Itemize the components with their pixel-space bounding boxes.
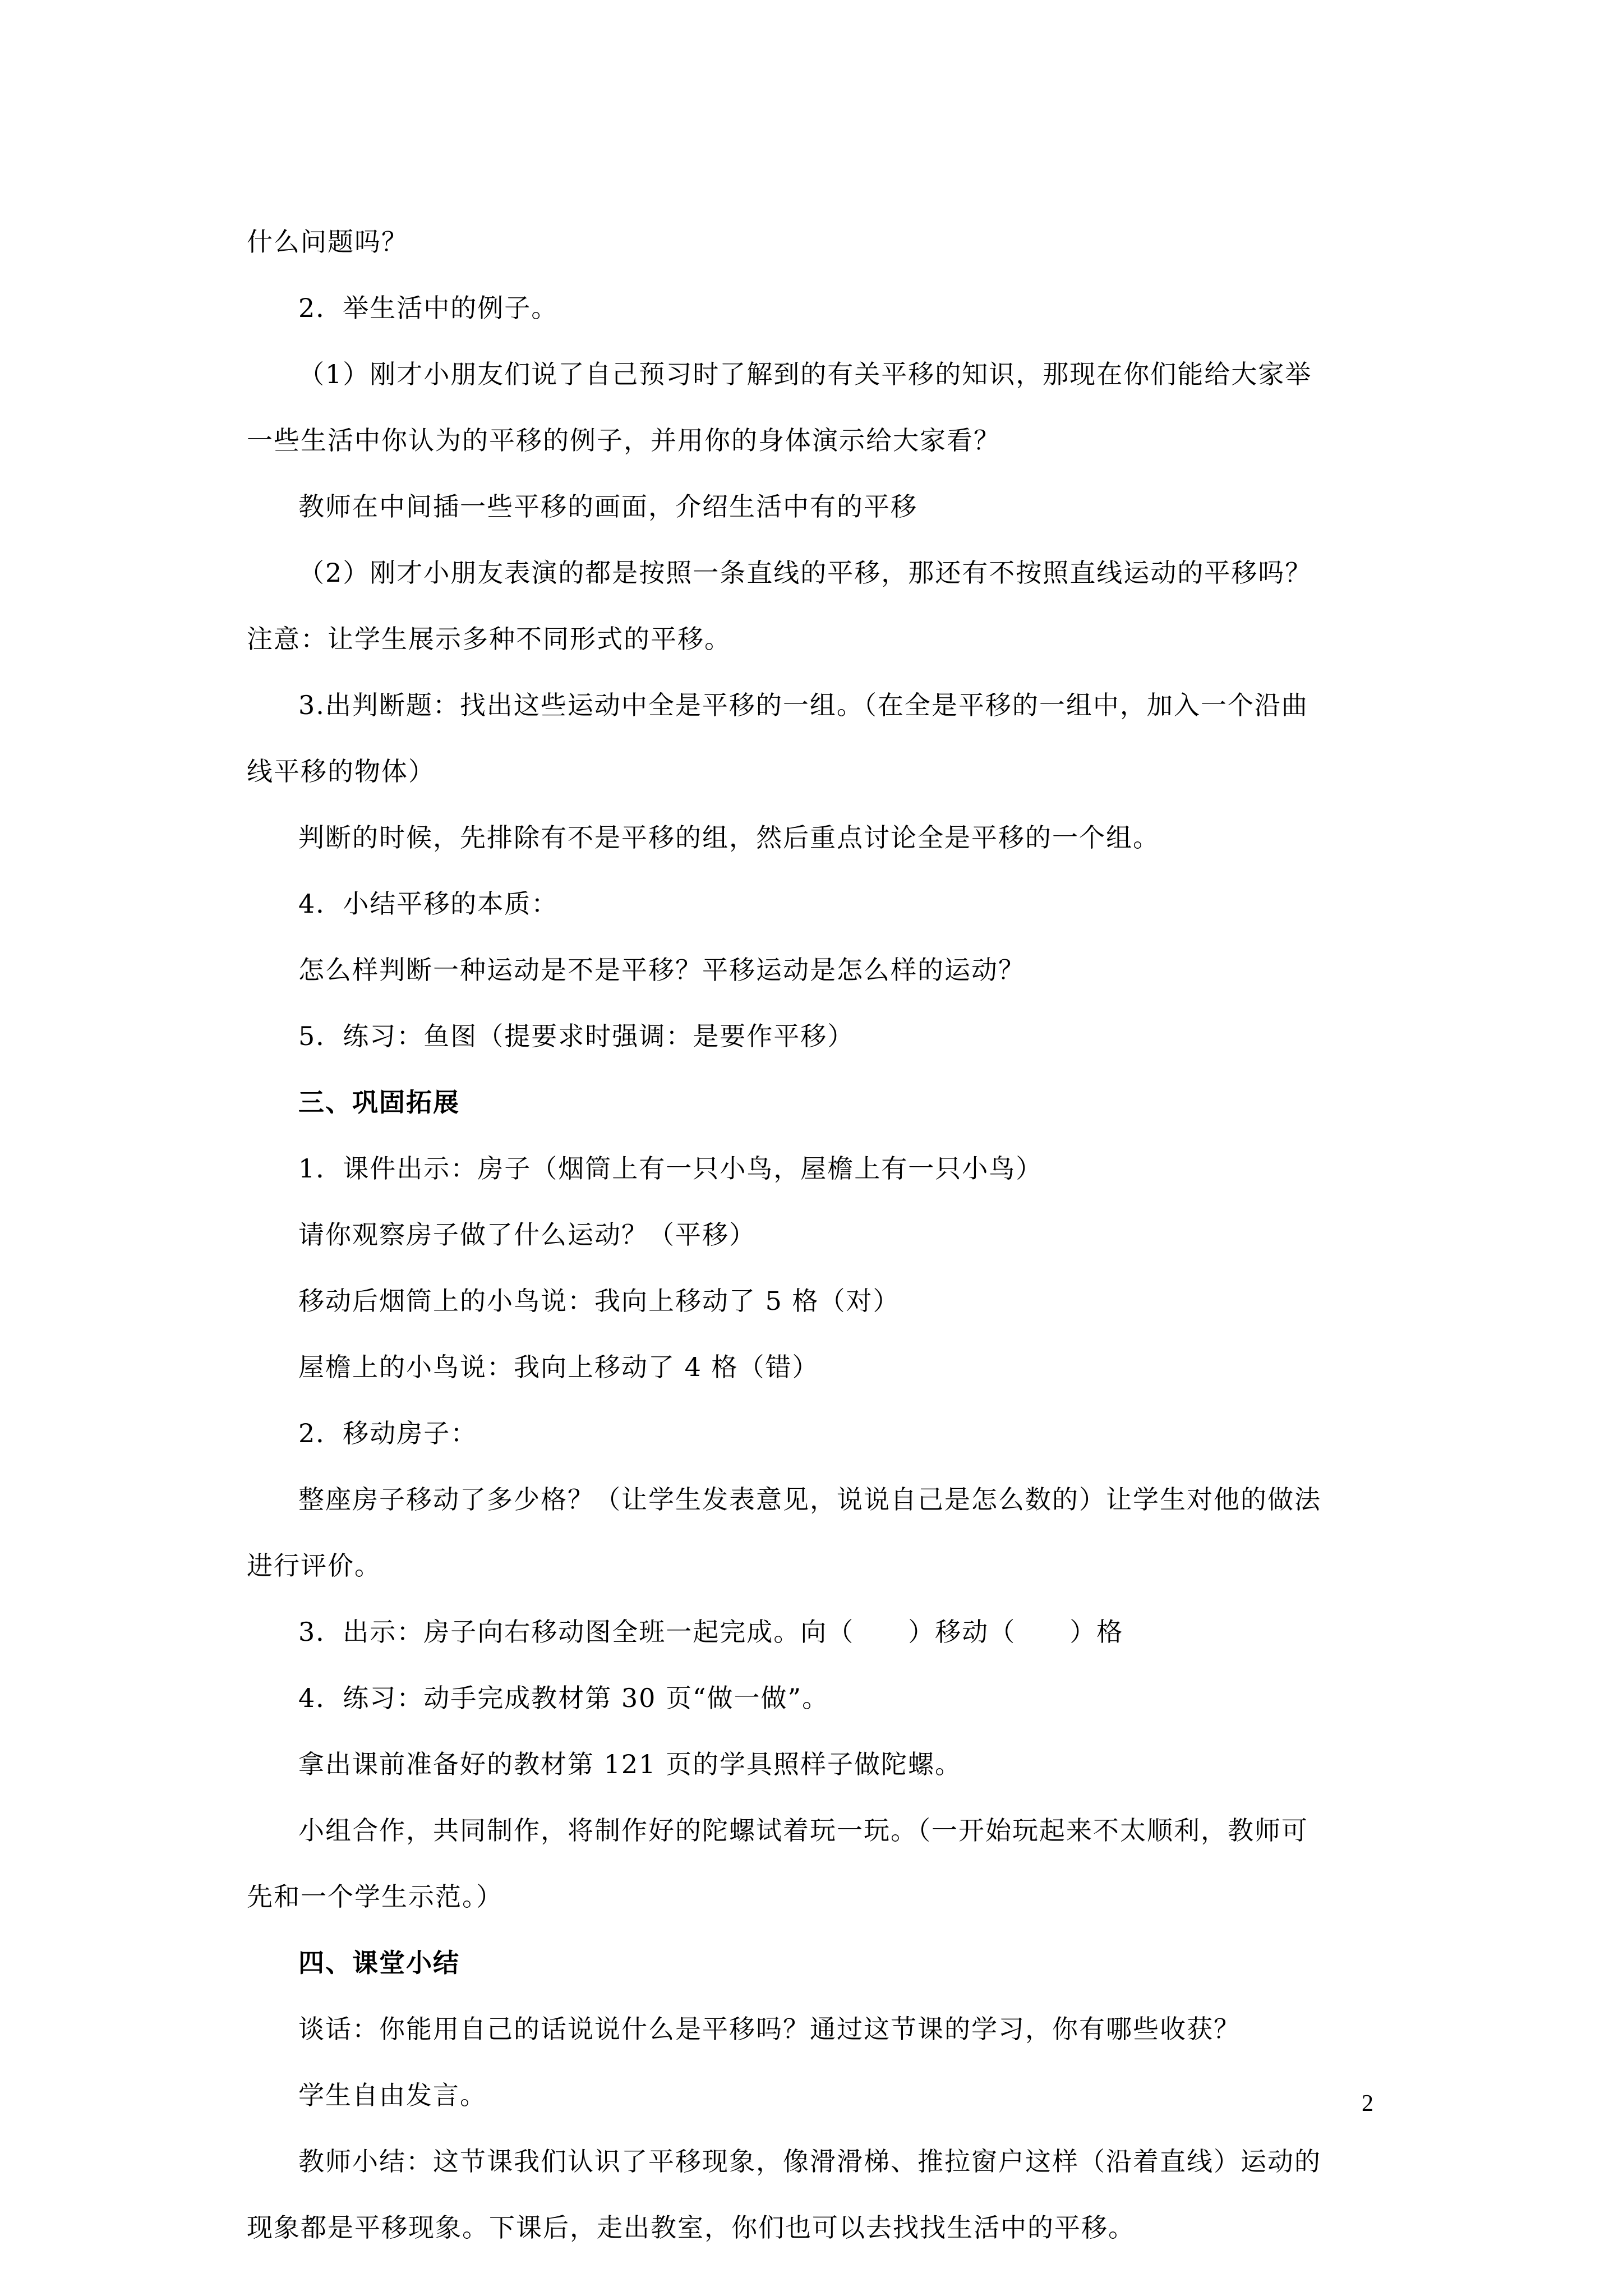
text-line: 请你观察房子做了什么运动？（平移）	[298, 1220, 756, 1250]
text-line: 现象都是平移现象。下课后，走出教室，你们也可以去找找生活中的平移。	[247, 2212, 1135, 2243]
page-number: 2	[1362, 2091, 1373, 2116]
text-line: 判断的时候，先排除有不是平移的组，然后重点讨论全是平移的一个组。	[298, 822, 1160, 853]
text-line: 4．小结平移的本质：	[298, 889, 559, 919]
text-line: 3．出示：房子向右移动图全班一起完成。向（ ）移动（ ）格	[298, 1617, 1124, 1647]
text-line: 怎么样判断一种运动是不是平移？平移运动是怎么样的运动？	[298, 955, 1025, 985]
text-line: 4．练习：动手完成教材第 30 页“做一做”。	[298, 1683, 829, 1713]
text-line: 拿出课前准备好的教材第 121 页的学具照样子做陀螺。	[298, 1749, 962, 1779]
text-line: 教师小结：这节课我们认识了平移现象，像滑滑梯、推拉窗户这样（沿着直线）运动的	[298, 2146, 1321, 2177]
text-line: （2）刚才小朋友表演的都是按照一条直线的平移，那还有不按照直线运动的平移吗？	[298, 558, 1312, 588]
text-line: 谈话：你能用自己的话说说什么是平移吗？通过这节课的学习，你有哪些收获？	[298, 2014, 1241, 2044]
document-body	[247, 209, 1380, 2261]
text-line: 2．移动房子：	[298, 1418, 478, 1448]
text-line: 整座房子移动了多少格？（让学生发表意见，说说自己是怎么数的）让学生对他的做法	[298, 1484, 1321, 1515]
text-line: 教师在中间插一些平移的画面，介绍生活中有的平移	[298, 491, 917, 522]
text-line: 1．课件出示：房子（烟筒上有一只小鸟，屋檐上有一只小鸟）	[298, 1153, 1043, 1184]
text-line: 2．举生活中的例子。	[298, 293, 559, 323]
text-line: 学生自由发言。	[298, 2080, 487, 2110]
text-line: 进行评价。	[247, 1550, 381, 1581]
text-line: 移动后烟筒上的小鸟说：我向上移动了 5 格（对）	[298, 1286, 900, 1316]
text-line: （1）刚才小朋友们说了自己预习时了解到的有关平移的知识，那现在你们能给大家举	[298, 359, 1312, 389]
text-line: 3.出判断题：找出这些运动中全是平移的一组。（在全是平移的一组中，加入一个沿曲	[298, 690, 1308, 720]
section-heading: 四、课堂小结	[298, 1948, 460, 1978]
text-line: 一些生活中你认为的平移的例子，并用你的身体演示给大家看？	[247, 425, 1000, 455]
text-line: 线平移的物体）	[247, 756, 435, 786]
text-line: 注意：让学生展示多种不同形式的平移。	[247, 624, 731, 654]
text-line: 屋檐上的小鸟说：我向上移动了 4 格（错）	[298, 1352, 819, 1382]
section-heading: 三、巩固拓展	[298, 1087, 460, 1117]
text-line: 先和一个学生示范。）	[247, 1881, 503, 1912]
text-line: 什么问题吗？	[247, 227, 408, 257]
text-line: 5．练习：鱼图（提要求时强调：是要作平移）	[298, 1021, 855, 1051]
text-line: 小组合作，共同制作，将制作好的陀螺试着玩一玩。（一开始玩起来不太顺利，教师可	[298, 1815, 1308, 1846]
